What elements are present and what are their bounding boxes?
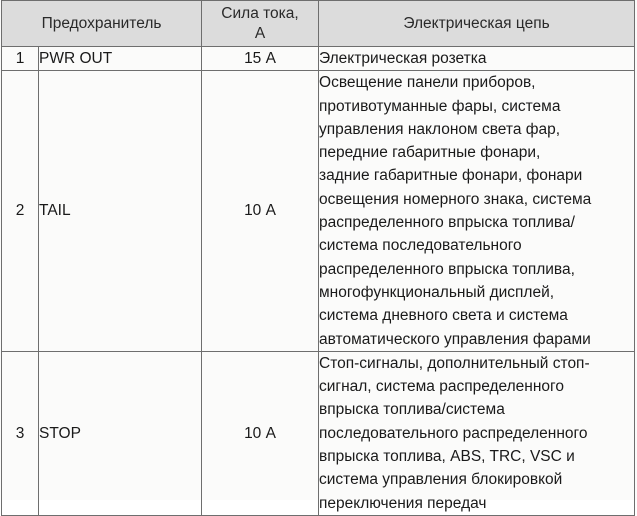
header-circuit-label: Электрическая цепь bbox=[403, 14, 550, 32]
fuse-current: 15 А bbox=[202, 47, 319, 71]
header-current-line-2: А bbox=[254, 24, 266, 42]
table-header-row bbox=[2, 1, 635, 47]
fuse-table bbox=[1, 0, 635, 516]
circuit-line: распределенного впрыска топлива, bbox=[319, 260, 575, 278]
table-row bbox=[2, 71, 635, 352]
circuit-line: система последовательного bbox=[319, 237, 522, 255]
circuit-line: освещения номерного знака, система bbox=[319, 190, 592, 208]
table-row bbox=[2, 47, 635, 71]
circuit-line: система дневного света и система bbox=[319, 307, 568, 325]
row-number: 1 bbox=[2, 47, 39, 71]
circuit-line: передние габаритные фонари, bbox=[319, 144, 541, 162]
circuit-line: впрыска топлива/система bbox=[319, 401, 505, 419]
circuit-line: последовательного распределенного bbox=[319, 424, 588, 442]
circuit-line: автоматического управления фарами bbox=[319, 330, 591, 348]
circuit-line: Стоп-сигналы, дополнительный стоп- bbox=[319, 354, 590, 372]
circuit-line: переключения передач bbox=[319, 494, 487, 512]
fuse-current: 10 А bbox=[202, 351, 319, 515]
circuit-line: сигнал, система распределенного bbox=[319, 378, 564, 396]
circuit-line: задние габаритные фонари, фонари bbox=[319, 167, 583, 185]
circuit-line: Электрическая розетка bbox=[319, 50, 487, 67]
circuit-line: управления наклоном света фар, bbox=[319, 120, 561, 138]
header-current-line-1: Сила тока, bbox=[221, 4, 299, 22]
header-current bbox=[202, 1, 319, 47]
circuit-line: впрыска топлива, ABS, TRC, VSC и bbox=[319, 448, 575, 466]
header-circuit bbox=[319, 1, 635, 47]
fuse-name: PWR OUT bbox=[39, 47, 202, 71]
circuit-line: Освещение панели приборов, bbox=[319, 74, 536, 92]
circuit-line: многофункциональный дисплей, bbox=[319, 283, 555, 301]
fuse-name: STOP bbox=[39, 351, 202, 515]
fuse-name: TAIL bbox=[39, 71, 202, 352]
header-fuse-label: Предохранитель bbox=[41, 14, 162, 32]
fuse-circuit bbox=[319, 71, 635, 352]
row-number: 3 bbox=[2, 351, 39, 515]
circuit-line: противотуманные фары, система bbox=[319, 97, 561, 115]
row-number: 2 bbox=[2, 71, 39, 352]
fuse-circuit bbox=[319, 351, 635, 515]
circuit-line: система управления блокировкой bbox=[319, 471, 563, 489]
table-row bbox=[2, 351, 635, 515]
header-fuse bbox=[2, 1, 202, 47]
fuse-circuit bbox=[319, 47, 635, 71]
fuse-current: 10 А bbox=[202, 71, 319, 352]
circuit-line: распределенного впрыска топлива/ bbox=[319, 214, 575, 232]
